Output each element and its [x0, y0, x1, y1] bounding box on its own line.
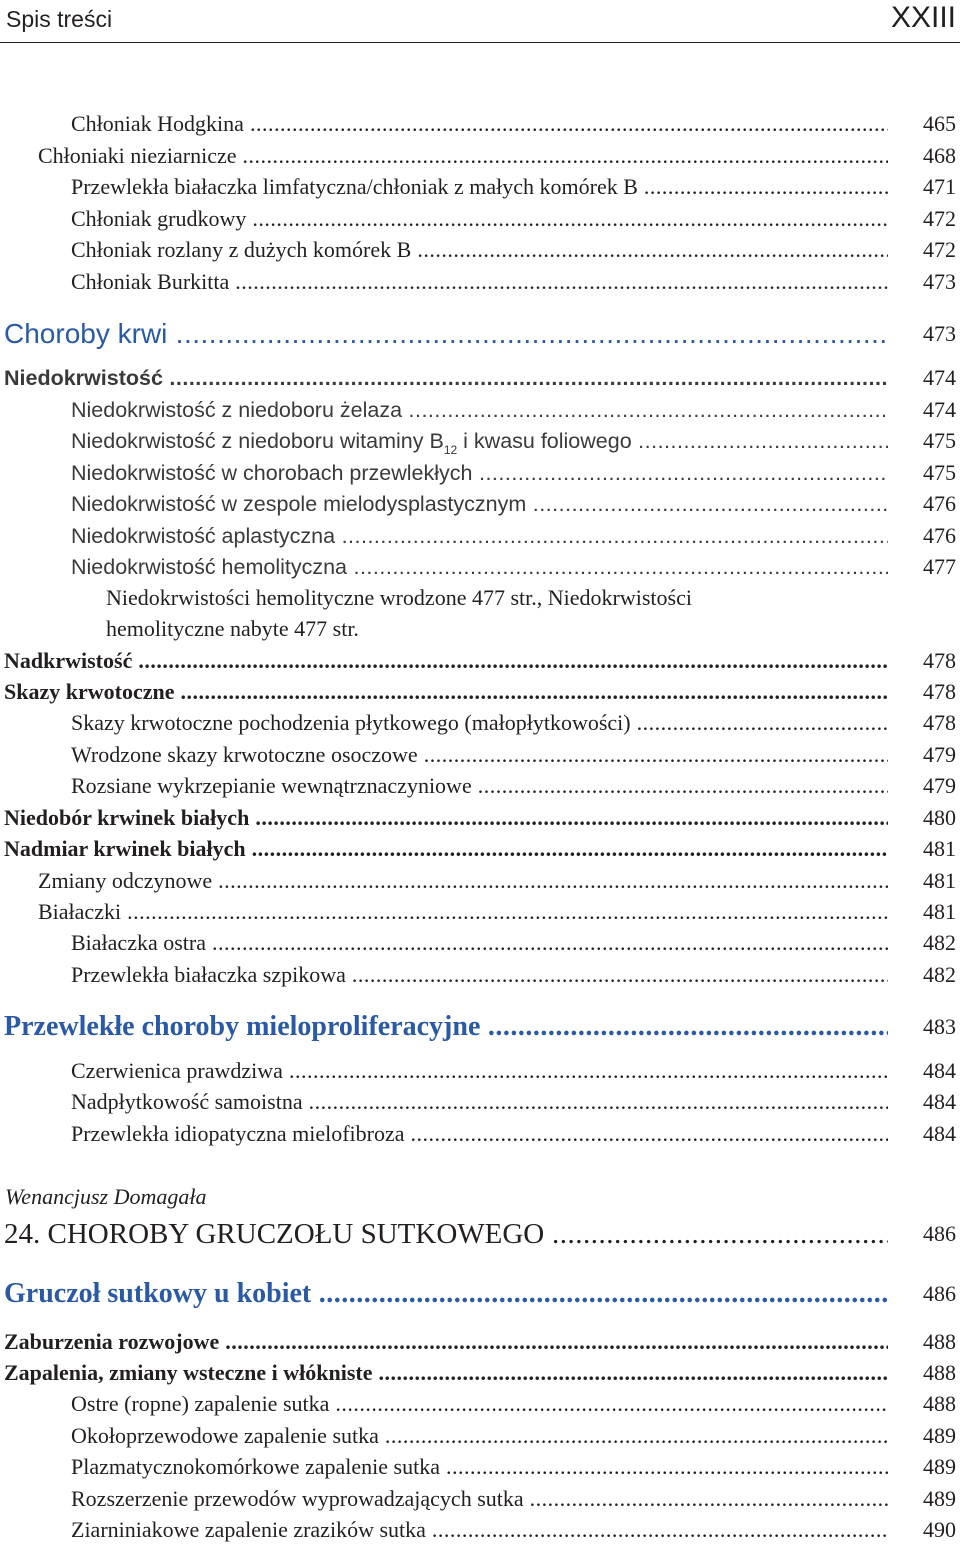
toc-entry-label: Przewlekła białaczka limfatyczna/chłoniak z małych komórek B ..... — [71, 171, 888, 203]
toc-entry-page: 484 — [923, 1089, 956, 1114]
toc-entry-label: Niedokrwistość hemolityczna ..... — [71, 551, 888, 583]
toc-entry-label: Rozszerzenie przewodów wyprowadzających sutka ..... — [71, 1483, 888, 1515]
toc-entry[interactable] — [0, 707, 960, 739]
toc-entry-label: Chłoniak grudkowy ..... — [71, 203, 888, 235]
toc-entry-page: 473 — [923, 321, 956, 346]
toc-entry-page: 473 — [923, 269, 956, 294]
toc-entry[interactable] — [0, 927, 960, 959]
toc-entry[interactable] — [0, 140, 960, 172]
toc-entry-page: 465 — [923, 111, 956, 136]
toc-entry-page: 482 — [923, 962, 956, 987]
toc-entry[interactable] — [0, 833, 960, 865]
toc-entry-page: 481 — [923, 836, 956, 861]
toc-entry[interactable] — [0, 488, 960, 520]
toc-entry[interactable] — [0, 959, 960, 991]
toc-entry-page: 478 — [923, 679, 956, 704]
toc-entry-label: Skazy krwotoczne ..... — [4, 676, 888, 708]
toc-entry-label: 24. CHOROBY GRUCZOŁU SUTKOWEGO ..... — [4, 1214, 888, 1254]
toc-entry[interactable] — [0, 520, 960, 552]
toc-entry-label: Niedokrwistość w chorobach przewlekłych ..... — [71, 457, 888, 489]
toc-entry[interactable] — [0, 1357, 960, 1389]
toc-entry-page: 468 — [923, 143, 956, 168]
toc-entry-page: 475 — [923, 460, 956, 485]
toc-entry-label: Okołoprzewodowe zapalenie sutka ..... — [71, 1420, 888, 1452]
toc-entry[interactable] — [0, 1514, 960, 1546]
toc-entry-page: 489 — [923, 1486, 956, 1511]
toc-entry-page: 476 — [923, 523, 956, 548]
toc-entry-label: Przewlekła idiopatyczna mielofibroza ..... — [71, 1118, 888, 1150]
toc-section-heading[interactable] — [0, 1007, 960, 1047]
toc-entry[interactable] — [0, 457, 960, 489]
toc-entry-page: 475 — [923, 428, 956, 453]
toc-entry-page: 481 — [923, 868, 956, 893]
toc-entry-label: Niedokrwistość aplastyczna ..... — [71, 520, 888, 552]
toc-entry-label: Rozsiane wykrzepianie wewnątrznaczyniowe ..... — [71, 770, 888, 802]
toc-entry-page: 474 — [923, 397, 956, 422]
toc-entry-label: Gruczoł sutkowy u kobiet ..... — [4, 1274, 888, 1314]
toc-entry[interactable] — [0, 1483, 960, 1515]
toc-entry[interactable] — [0, 234, 960, 266]
toc-entry-page: 477 — [923, 554, 956, 579]
toc-entry-label: Chłoniaki nieziarnicze ..... — [38, 140, 888, 172]
toc-entry-label: Chłoniak rozlany z dużych komórek B ..... — [71, 234, 888, 266]
toc-entry-page: 476 — [923, 491, 956, 516]
toc-entry[interactable] — [0, 171, 960, 203]
toc-entry-page: 486 — [923, 1281, 956, 1306]
toc-entry-page: 483 — [923, 1014, 956, 1039]
toc-section-heading[interactable] — [0, 1274, 960, 1314]
toc-entry[interactable] — [0, 425, 960, 457]
toc-note-line: Niedokrwistości hemolityczne wrodzone 477 str., Niedokrwistości — [106, 585, 692, 610]
toc-entry-page: 489 — [923, 1454, 956, 1479]
toc-entry[interactable] — [0, 865, 960, 897]
toc-entry-page: 488 — [923, 1391, 956, 1416]
toc-entry-page: 488 — [923, 1360, 956, 1385]
toc-entry[interactable] — [0, 203, 960, 235]
toc-entry-label: Niedokrwistość z niedoboru żelaza ..... — [71, 394, 888, 426]
toc-entry-label: Ostre (ropne) zapalenie sutka ..... — [71, 1388, 888, 1420]
toc-entry[interactable] — [0, 1118, 960, 1150]
section-title: Spis treści — [6, 6, 113, 32]
toc-entry-page: 472 — [923, 237, 956, 262]
toc-entry[interactable] — [0, 896, 960, 928]
toc-entry[interactable] — [0, 645, 960, 677]
toc-entry[interactable] — [0, 1055, 960, 1087]
toc-entry-page: 486 — [923, 1221, 956, 1246]
toc-entry-label: Chłoniak Burkitta ..... — [71, 266, 888, 298]
toc-entry-page: 481 — [923, 899, 956, 924]
toc-entry-page: 471 — [923, 174, 956, 199]
toc-entry-label: Czerwienica prawdziwa ..... — [71, 1055, 888, 1087]
toc-entry[interactable] — [0, 362, 960, 394]
toc-entry-label: Skazy krwotoczne pochodzenia płytkowego (małopłytkowości) ..... — [71, 707, 888, 739]
toc-entry-label: Przewlekła białaczka szpikowa ..... — [71, 959, 888, 991]
toc-entry[interactable] — [0, 802, 960, 834]
toc-entry-page: 488 — [923, 1329, 956, 1354]
toc-entry-label: Chłoniak Hodgkina ..... — [71, 108, 888, 140]
toc-entry[interactable] — [0, 1326, 960, 1358]
toc-entry-label: Niedokrwistość ..... — [4, 362, 888, 394]
toc-entry-label: Przewlekłe choroby mieloproliferacyjne ..... — [4, 1007, 888, 1047]
toc-entry-label: Zmiany odczynowe ..... — [38, 865, 888, 897]
toc-entry[interactable] — [0, 551, 960, 583]
toc-entry-page: 478 — [923, 648, 956, 673]
toc-entry-page: 479 — [923, 773, 956, 798]
toc-entry[interactable] — [0, 1086, 960, 1118]
toc-entry[interactable] — [0, 770, 960, 802]
toc-entry[interactable] — [0, 108, 960, 140]
toc-entry-page: 482 — [923, 930, 956, 955]
toc-entry-label: Choroby krwi ..... — [4, 314, 888, 354]
toc-entry-label: Nadkrwistość ..... — [4, 645, 888, 677]
toc-entry[interactable] — [0, 739, 960, 771]
toc-entry-label: Niedokrwistość w zespole mielodysplastycznym ..... — [71, 488, 888, 520]
toc-entry-page: 490 — [923, 1517, 956, 1542]
toc-entry-page: 480 — [923, 805, 956, 830]
toc-note — [106, 582, 926, 644]
page-number: XXIII — [890, 1, 956, 34]
toc-entry-label: Niedobór krwinek białych ..... — [4, 802, 888, 834]
toc-entry[interactable] — [0, 1420, 960, 1452]
toc-entry[interactable] — [0, 1388, 960, 1420]
toc-entry-label: Zapalenia, zmiany wsteczne i włókniste ..... — [4, 1357, 888, 1389]
toc-entry-label: Ziarniniakowe zapalenie zrazików sutka ..... — [71, 1514, 888, 1546]
toc-section-heading[interactable] — [0, 314, 960, 354]
toc-chapter-heading[interactable] — [0, 1214, 960, 1254]
toc-entry-label: Niedokrwistość z niedoboru witaminy $B_{12}$ i kwasu foliowego ..... — [71, 425, 888, 466]
toc-entry-label: Nadpłytkowość samoistna ..... — [71, 1086, 888, 1118]
toc-entry-page: 489 — [923, 1423, 956, 1448]
toc-entry-label: Białaczka ostra ..... — [71, 927, 888, 959]
toc-entry[interactable] — [0, 1451, 960, 1483]
toc-entry-page: 479 — [923, 742, 956, 767]
toc-entry[interactable] — [0, 266, 960, 298]
toc-entry-page: 472 — [923, 206, 956, 231]
toc-entry[interactable] — [0, 676, 960, 708]
toc-entry-page: 478 — [923, 710, 956, 735]
toc-note-line: hemolityczne nabyte 477 str. — [106, 616, 359, 641]
chapter-author: Wenancjusz Domagała — [5, 1184, 207, 1209]
toc-entry-label: Nadmiar krwinek białych ..... — [4, 833, 888, 865]
toc-entry-label: Wrodzone skazy krwotoczne osoczowe ..... — [71, 739, 888, 771]
toc-entry-page: 484 — [923, 1121, 956, 1146]
toc-entry-label: Białaczki ..... — [38, 896, 888, 928]
toc-entry-label: Zaburzenia rozwojowe ..... — [4, 1326, 888, 1358]
toc-entry-page: 474 — [923, 365, 956, 390]
toc-entry-page: 484 — [923, 1058, 956, 1083]
toc-entry[interactable] — [0, 394, 960, 426]
toc-entry-label: Plazmatycznokomórkowe zapalenie sutka ..... — [71, 1451, 888, 1483]
